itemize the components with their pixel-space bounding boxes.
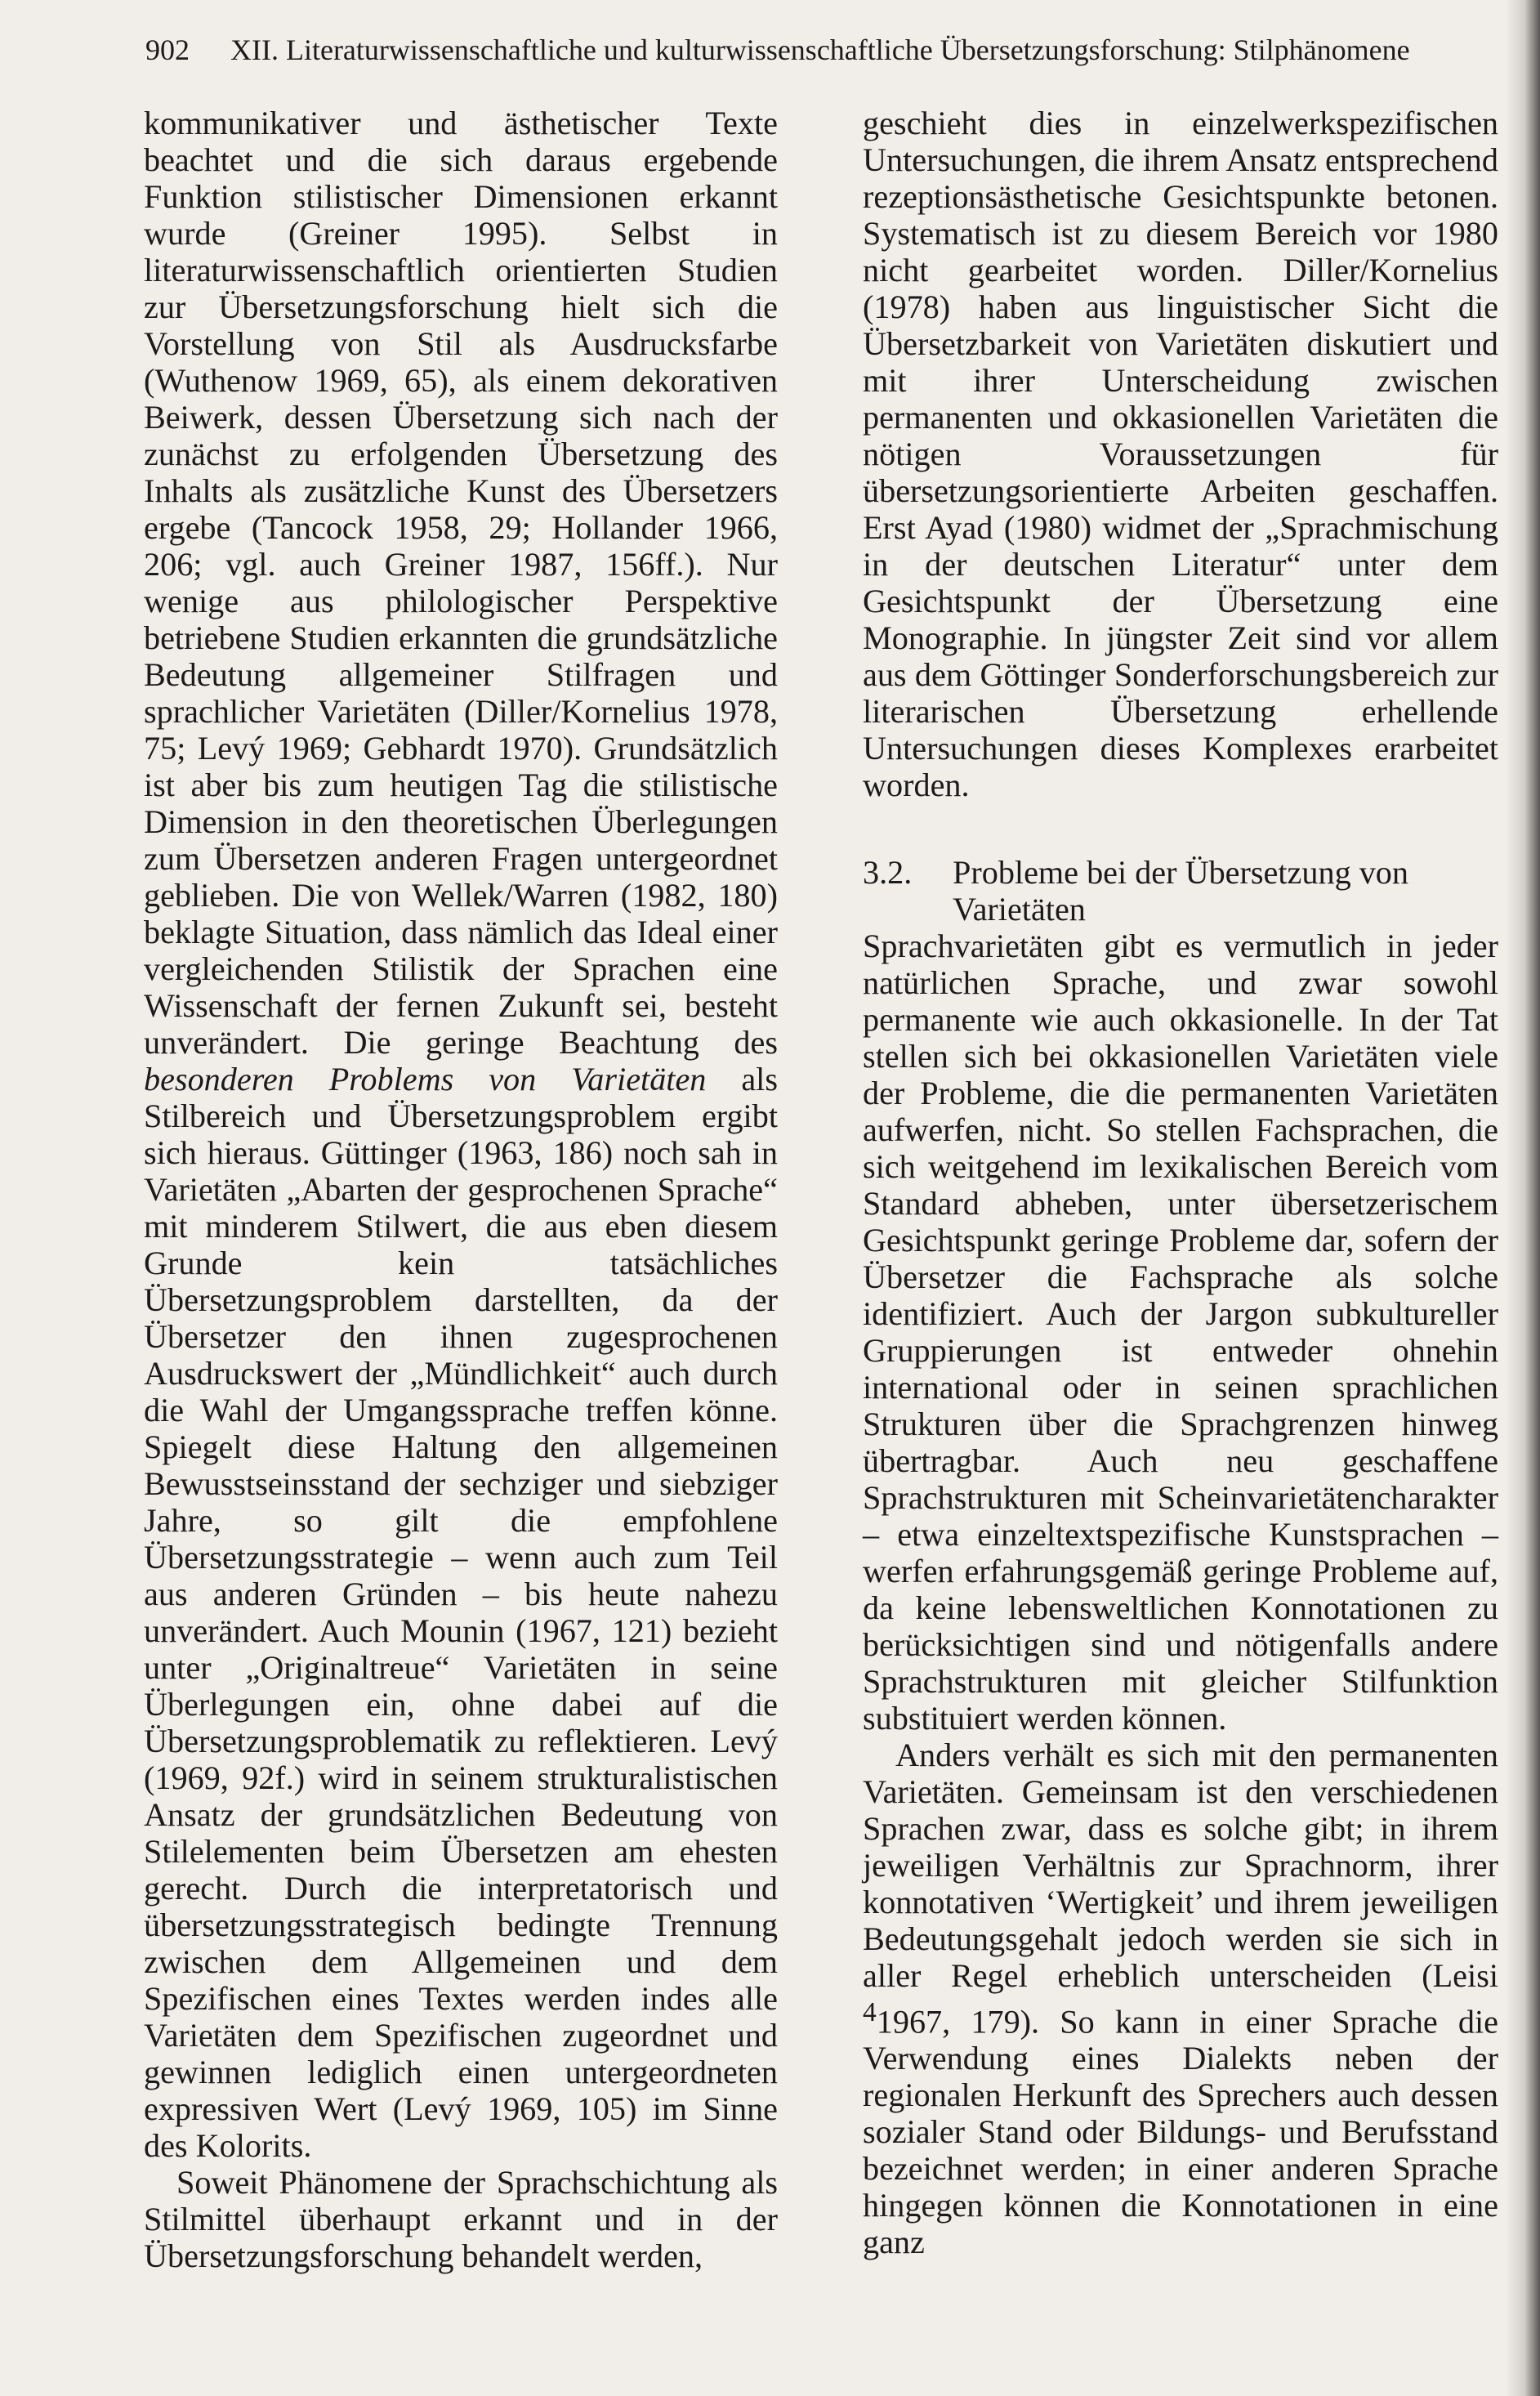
section-title: Probleme bei der Übersetzung von Varietäten — [953, 854, 1408, 928]
right-paragraph-3 — [863, 1737, 1498, 2260]
section-number: 3.2. — [863, 854, 913, 891]
running-head — [145, 29, 1518, 70]
left-paragraph-1-text-b: als Stilbereich und Übersetzungsproblem ergibt sich hieraus. Güttinger (1963, 186) noch sah in Varietäten „Abarten der gesprochenen Sprache“ mit minderem Stilwert, die aus eben diesem Grunde kein tatsächliches Übersetzungsproblem darstellten, da der Übersetzer den ihnen zugesprochenen Ausdruckswert der „Mündlichkeit“ auch durch die Wahl der Umgangssprache treffen könne. Spiegelt diese Haltung den allgemeinen Bewusstseinsstand der sechziger und siebziger Jahre, so gilt die empfohlene Übersetzungsstrategie – wenn auch zum Teil aus anderen Gründen – bis heute nahezu unverändert. Auch Mounin (1967, 121) bezieht unter „Originaltreue“ Varietäten in seine Überlegungen ein, ohne dabei auf die Übersetzungsproblematik zu reflektieren. Levý (1969, 92f.) wird in seinem strukturalistischen Ansatz der grundsätzlichen Bedeutung von Stilelementen beim Übersetzen am ehesten gerecht. Durch die interpretatorisch und übersetzungsstrategisch bedingte Trennung zwischen dem Allgemeinen und dem Spezifischen eines Textes werden indes alle Varietäten dem Spezifischen zugeordnet und gewinnen lediglich einen untergeordneten expressiven Wert (Levý 1969, 105) im Sinne des Kolorits. — [144, 1061, 778, 2164]
running-head-title: XII. Literaturwissenschaftliche und kulturwissenschaftliche Übersetzungsforschung: Stilphänomene — [230, 34, 1410, 66]
right-paragraph-1: geschieht dies in einzelwerkspezifischen Untersuchungen, die ihrem Ansatz entsprechend rezeptionsästhetische Gesichtspunkte betonen. Systematisch ist zu diesem Bereich vor 1980 nicht gearbeitet worden. Diller/Kornelius (1978) haben aus linguistischer Sicht die Übersetzbarkeit von Varietäten diskutiert und mit ihrer Unterscheidung zwischen permanenten und okkasionellen Varietäten die nötigen Voraussetzungen für übersetzungsorientierte Arbeiten geschaffen. Erst Ayad (1980) widmet der „Sprachmischung in der deutschen Literatur“ unter dem Gesichtspunkt der Übersetzung eine Monographie. In jüngster Zeit sind vor allem aus dem Göttinger Sonderforschungsbereich zur literarischen Übersetzung erhellende Untersuchungen dieses Komplexes erarbeitet worden. — [863, 105, 1498, 803]
page-number: 902 — [145, 34, 190, 66]
section-heading — [863, 854, 1498, 928]
left-paragraph-1-text-a: kommunikativer und ästhetischer Texte beachtet und die sich daraus ergebende Funktion stilistischer Dimensionen erkannt wurde (Greiner 1995). Selbst in literaturwissenschaftlich orientierten Studien zur Übersetzungsforschung hielt sich die Vorstellung von Stil als Ausdrucksfarbe (Wuthenow 1969, 65), als einem dekorativen Beiwerk, dessen Übersetzung sich nach der zunächst zu erfolgenden Übersetzung des Inhalts als zusätzliche Kunst des Übersetzers ergebe (Tancock 1958, 29; Hollander 1966, 206; vgl. auch Greiner 1987, 156ff.). Nur wenige aus philologischer Perspektive betriebene Studien erkannten die grundsätzliche Bedeutung allgemeiner Stilfragen und sprachlicher Varietäten (Diller/Kornelius 1978, 75; Levý 1969; Gebhardt 1970). Grundsätzlich ist aber bis zum heutigen Tag die stilistische Dimension in den theoretischen Überlegungen zum Übersetzen anderen Fragen untergeordnet geblieben. Die von Wellek/Warren (1982, 180) beklagte Situation, dass nämlich das Ideal einer vergleichenden Stilistik der Sprachen eine Wissenschaft der fernen Zukunft sei, besteht unverändert. Die geringe Beachtung des — [144, 105, 778, 1061]
left-paragraph-1-emphasis: besonderen Problems von Varietäten — [144, 1061, 707, 1097]
right-paragraph-2: Sprachvarietäten gibt es vermutlich in jeder natürlichen Sprache, und zwar sowohl permanente wie auch okkasionelle. In der Tat stellen sich bei okkasionellen Varietäten viele der Probleme, die die permanenten Varietäten aufwerfen, nicht. So stellen Fachsprachen, die sich weitgehend im lexikalischen Bereich vom Standard abheben, unter übersetzerischem Gesichtspunkt geringe Probleme dar, sofern der Übersetzer die Fachsprache als solche identifiziert. Auch der Jargon subkultureller Gruppierungen ist entweder ohnehin international oder in seinen sprachlichen Strukturen über die Sprachgrenzen hinweg übertragbar. Auch neu geschaffene Sprachstrukturen mit Scheinvarietätencharakter – etwa einzeltextspezifische Kunstsprachen – werfen erfahrungsgemäß geringe Probleme auf, da keine lebensweltlichen Konnotationen zu berücksichtigen sind und nötigenfalls andere Sprachstrukturen mit gleicher Stilfunktion substituiert werden können. — [863, 928, 1498, 1737]
left-paragraph-1 — [144, 105, 778, 2164]
left-text-column — [144, 105, 778, 2274]
left-paragraph-2: Soweit Phänomene der Sprachschichtung als Stilmittel überhaupt erkannt und in der Übersetzungsforschung behandelt werden, — [144, 2164, 778, 2274]
right-text-column — [863, 105, 1498, 2260]
edition-superscript: 4 — [863, 1997, 877, 2027]
page-gutter-shadow — [1506, 0, 1540, 2396]
right-paragraph-3-text-b: 1967, 179). So kann in einer Sprache die Verwendung eines Dialekts neben der regionalen Herkunft des Sprechers auch dessen sozialer Stand oder Bildungs- und Berufsstand bezeichnet werden; in einer anderen Sprache hingegen können die Konnotationen in eine ganz — [863, 2003, 1498, 2261]
right-paragraph-3-text-a: Anders verhält es sich mit den permanenten Varietäten. Gemeinsam ist den verschiedenen Sprachen zwar, dass es solche gibt; in ihrem jeweiligen Verhältnis zur Sprachnorm, ihrer konnotativen ‘Wertigkeit’ und ihrem jeweiligen Bedeutungsgehalt jedoch werden sie sich in aller Regel erheblich unterscheiden (Leisi — [863, 1737, 1498, 1994]
